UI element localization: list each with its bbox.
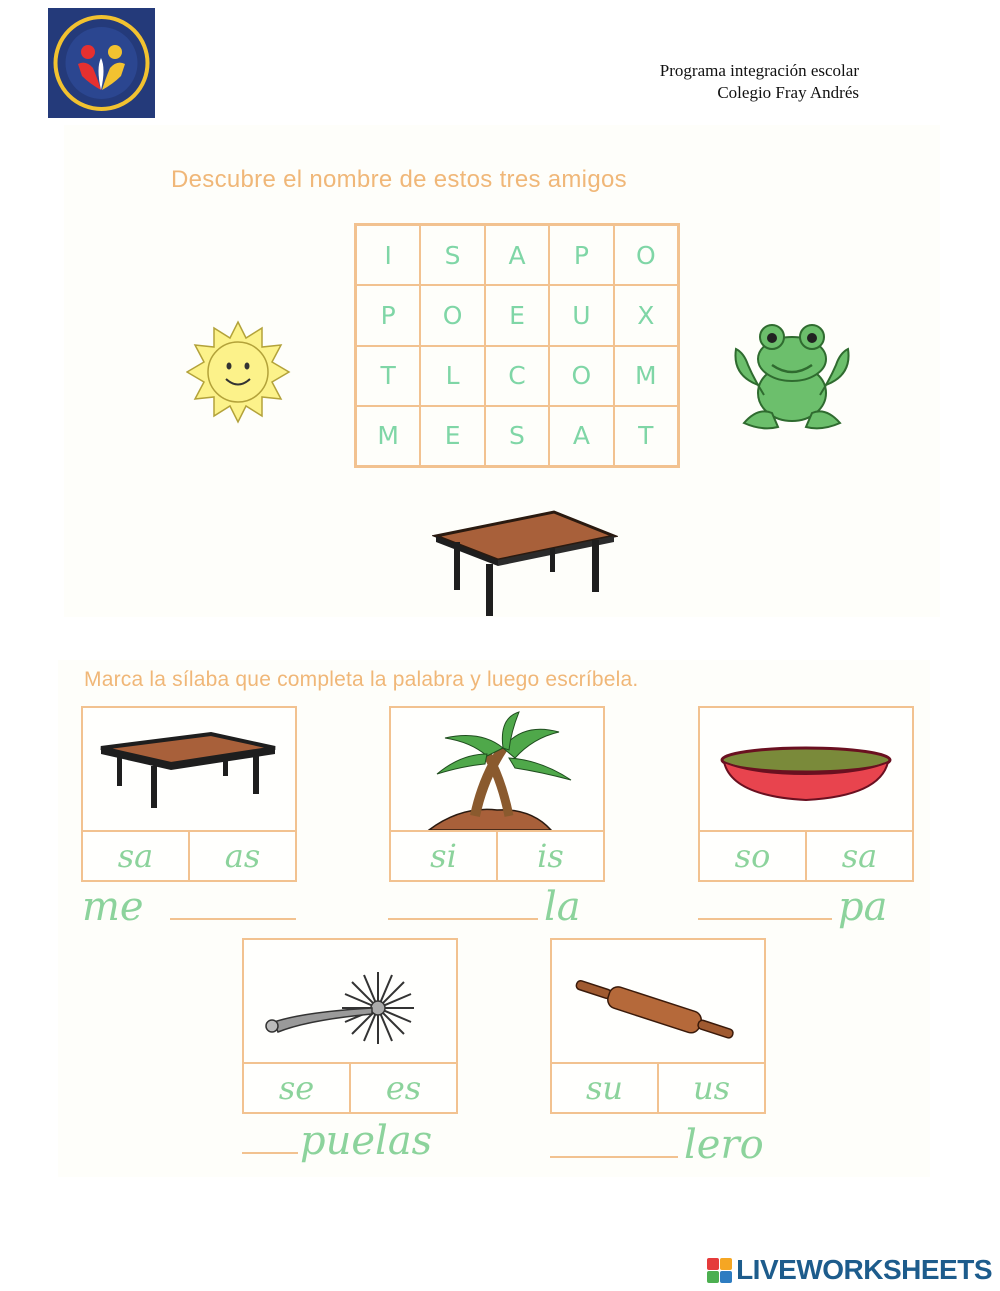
word-suffix-puelas: puelas [300,1118,433,1164]
answer-blank-4[interactable] [242,1152,298,1154]
option-us[interactable]: us [657,1064,764,1112]
word-suffix-lero: lero [684,1122,764,1168]
answer-blank-2[interactable] [388,918,538,920]
badge-square [707,1271,719,1283]
option-as[interactable]: as [188,832,295,880]
option-si[interactable]: si [430,837,457,875]
answer-blank-1[interactable] [170,918,296,920]
grid-cell[interactable]: E [485,285,549,345]
card-rolling-pin [550,938,766,1114]
option-su[interactable]: su [585,1069,624,1107]
grid-cell[interactable]: M [614,346,678,406]
grid-cell[interactable]: P [549,225,613,285]
grid-cell[interactable]: U [549,285,613,345]
option-es[interactable]: es [349,1064,456,1112]
option-sa[interactable]: sa [805,832,912,880]
grid-cell[interactable]: A [485,225,549,285]
activity2-title: Marca la sílaba que completa la palabra y luego escríbela. [84,668,639,691]
grid-cell[interactable]: S [420,225,484,285]
word-suffix-pa: pa [838,884,888,930]
grid-cell[interactable]: L [420,346,484,406]
grid-cell[interactable]: P [356,285,420,345]
grid-cell[interactable]: A [549,406,613,466]
grid-cell[interactable]: C [485,346,549,406]
badge-square [707,1258,719,1270]
sun-icon [186,320,291,425]
brand-name: LIVEWORKSHEETS [736,1254,992,1285]
frog-icon [728,315,856,435]
grid-cell[interactable]: T [614,406,678,466]
program-name: Programa integración escolar [659,61,859,80]
grid-cell[interactable]: I [356,225,420,285]
answer-blank-3[interactable] [698,918,832,920]
grid-cell[interactable]: T [356,346,420,406]
option-so[interactable]: so [734,837,771,875]
liveworksheets-badge-icon [707,1258,732,1283]
header-text [660,60,859,104]
card-spur [242,938,458,1114]
card-palm-tree [389,706,605,882]
word-suffix-la: la [544,884,581,930]
grid-cell[interactable]: X [614,285,678,345]
option-sa[interactable]: sa [117,837,154,875]
table-icon [432,510,618,618]
card-table [81,706,297,882]
grid-cell[interactable]: S [485,406,549,466]
rolling-pin-icon [552,940,764,1064]
liveworksheets-logo [707,1254,992,1286]
grid-cell[interactable]: O [420,285,484,345]
answer-blank-5[interactable] [550,1156,678,1158]
badge-square [720,1271,732,1283]
bowl-icon [700,708,912,832]
grid-cell[interactable]: E [420,406,484,466]
card-bowl [698,706,914,882]
school-name: Colegio Fray Andrés [717,83,859,102]
palm-tree-icon [391,708,603,832]
grid-cell[interactable]: O [549,346,613,406]
spur-icon [244,940,456,1064]
badge-square [720,1258,732,1270]
option-is[interactable]: is [496,832,603,880]
word-prefix-me: me [82,884,144,930]
activity1-title: Descubre el nombre de estos tres amigos [171,166,627,193]
letter-grid [354,223,680,468]
option-se[interactable]: se [278,1069,315,1107]
grid-cell[interactable]: M [356,406,420,466]
table-icon [83,708,295,832]
grid-cell[interactable]: O [614,225,678,285]
school-logo [48,8,155,118]
